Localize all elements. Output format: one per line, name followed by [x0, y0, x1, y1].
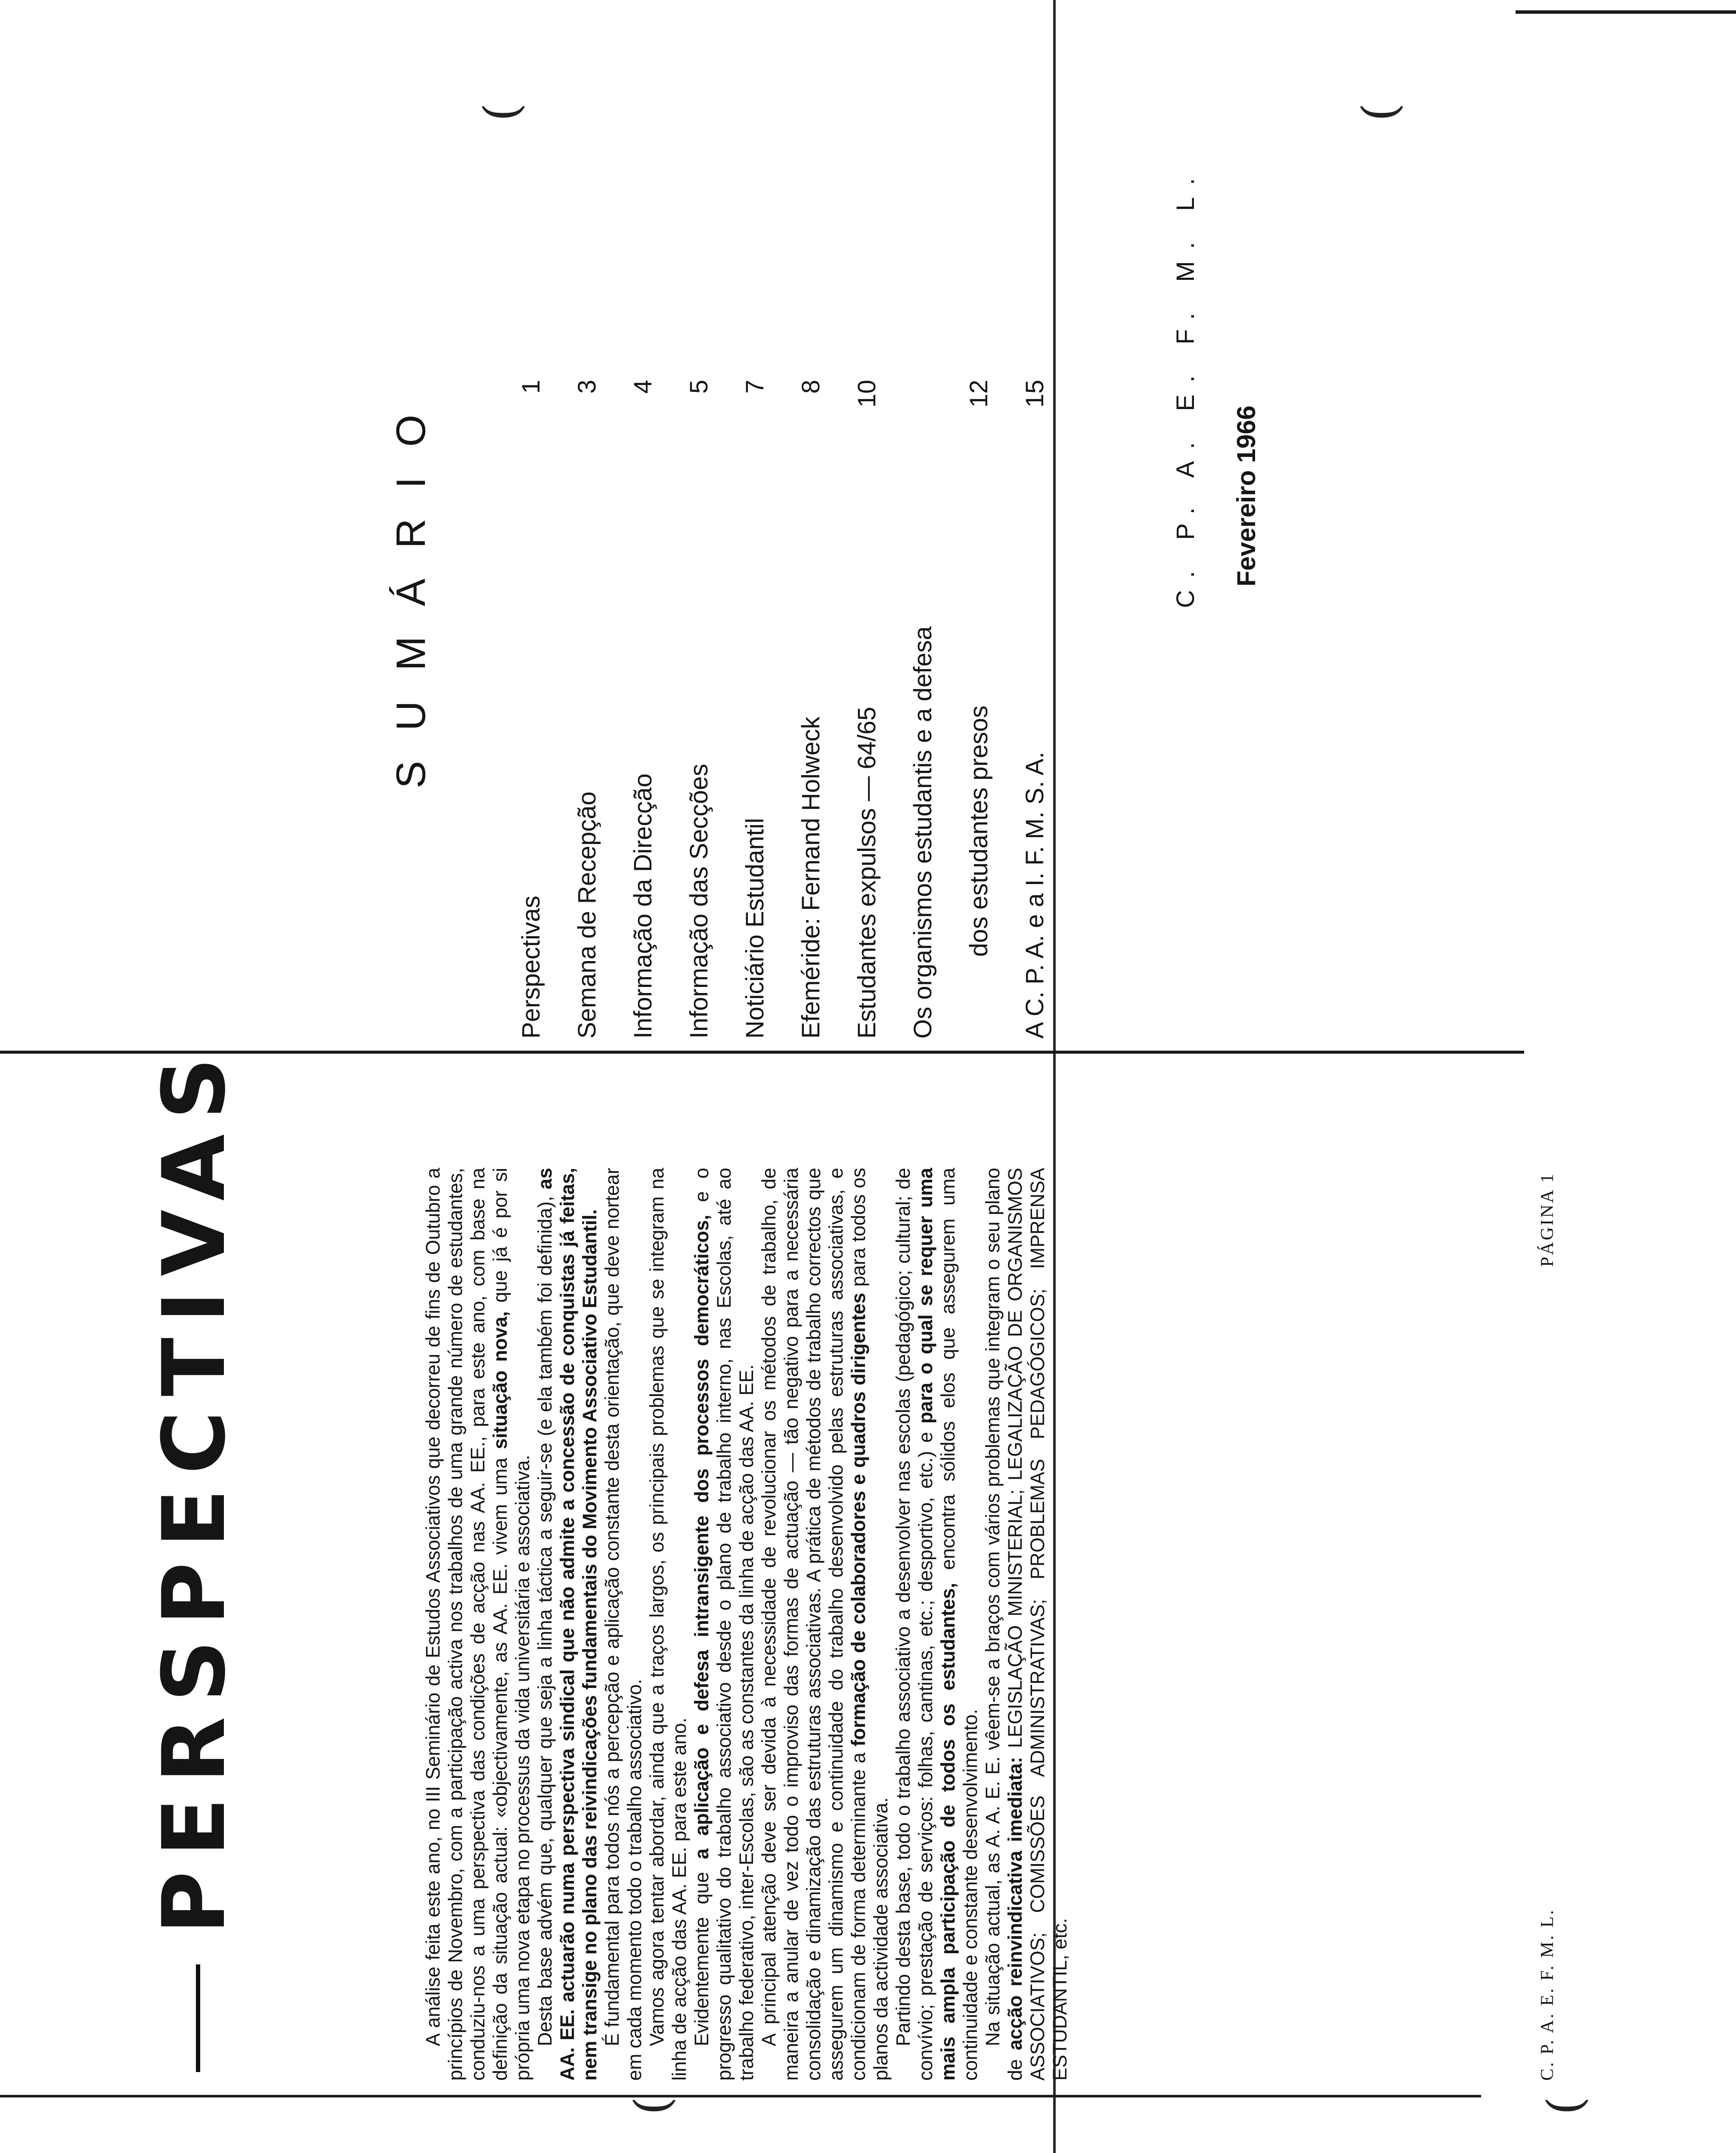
toc-item-page: 10	[853, 380, 881, 408]
toc-item[interactable]	[685, 380, 741, 1039]
text-run: A análise feita este ano, no III Seminário de Estudos Associativos que decorreu de fins de Outubro a princípios de Novembro, com a participação activa nos trabalhos de uma grande número de estudantes, conduziu-nos a uma perspectiva das condições de acção nas AA. EE., para este ano, com base na definição da situação actual: «objectivamente, as AA. EE. vivem uma	[422, 1168, 511, 2081]
toc-item[interactable]	[573, 380, 629, 1039]
toc-item-label: Efeméride: Fernand Holweck	[797, 717, 825, 1039]
toc-item[interactable]	[741, 380, 797, 1039]
binding-mark: (	[624, 2097, 679, 2115]
toc-item-label: Informação da Direcção	[629, 773, 657, 1039]
text-run: Evidentemente que	[691, 1872, 713, 2046]
binding-mark: (	[474, 103, 529, 121]
paragraph	[601, 1168, 646, 2081]
paragraph	[422, 1168, 534, 2081]
text-run: A principal atenção deve ser devida à necessidade de revolucionar os métodos de trabalho, de maneira a anular de vez todo o improviso das formas de actuação — tão negativo para a necessária consolidação e dinamização das estruturas associativas. A prática de métodos de trabalho correctos que assegurem um dinamismo e continuidade do trabalho desenvolvido pelas estruturas associativas, e condicionam de forma determinante a	[758, 1168, 869, 2081]
paragraph	[534, 1168, 601, 2081]
toc-item-continuation[interactable]	[964, 380, 1020, 1039]
article-body	[422, 1168, 1071, 2081]
toc-item[interactable]	[1020, 380, 1076, 1039]
text-run: encontra sólidos elos que assegurem uma continuidade e constante desenvolvimento.	[937, 1168, 981, 2081]
binding-mark: (	[1352, 103, 1407, 121]
footer-organization: C. P. A. E. F. M. L.	[1538, 1908, 1557, 2081]
toc-item-page: 4	[629, 380, 657, 394]
toc-item-label: Informação das Secções	[685, 763, 713, 1039]
publication-date: Fevereiro 1966	[1232, 405, 1261, 586]
toc-item-page: 3	[573, 380, 601, 394]
toc-item-label: Perspectivas	[517, 895, 545, 1039]
toc-item[interactable]	[797, 380, 852, 1039]
toc-item-page: 1	[517, 380, 545, 394]
sumario-page	[388, 103, 1550, 1039]
bold-run: formação de colaboradores e quadros dirigentes	[847, 1293, 869, 1747]
text-run: Vamos agora tentar abordar, ainda que a traços largos, os principais problemas que se integram na linha de acção das AA. EE. para este ano.	[646, 1168, 690, 2081]
toc-item-page: 7	[741, 380, 769, 394]
text-run: Partindo desta base, todo o trabalho associativo a desenvolver nas escolas (pedagógico; cultural; de convívio; prestação de serviços: folhas, cantinas, etc.; desportivo, etc.) e	[892, 1168, 936, 2081]
page-number: PÁGINA 1	[1538, 1172, 1557, 1267]
toc-item-label: Noticiário Estudantil	[741, 818, 769, 1039]
paragraph	[691, 1168, 758, 2081]
paragraph	[892, 1168, 982, 2081]
text-run: Na situação actual, as A. A. E. E. vêem-se a braços com vários problemas que integram o seu plano de	[982, 1168, 1026, 2081]
text-run: Desta base advém que, qualquer que seja a linha táctica a seguir-se (e ela também foi definida),	[534, 1196, 556, 2046]
bold-run: acção reinvindicativa imediata:	[1004, 1757, 1026, 2051]
toc-item-label: Estudantes expulsos — 64/65	[853, 707, 881, 1039]
toc-item-label: dos estudantes presos	[965, 705, 993, 957]
page-title: PERSPECTIVAS	[144, 1042, 245, 1934]
text-run: e o progresso qualitativo do trabalho associativo desde o plano de trabalho interno, nas Escolas, até ao trabalho federativo, inter-Escolas, são as constantes da linha de acção das AA. EE.	[691, 1168, 757, 2081]
toc-item-page: 5	[685, 380, 713, 394]
toc-item-label: A C. P. A. e a I. F. M. S. A.	[1021, 751, 1049, 1039]
toc-item-page: 12	[965, 380, 993, 408]
table-of-contents	[517, 380, 1076, 1039]
toc-item-page: 15	[1021, 380, 1049, 408]
text-run: É fundamental para todos nós a percepção e aplicação constante desta orientação, que deve nortear em cada momento todo o trabalho associativo.	[601, 1168, 645, 2081]
text-run: para todos os planos da actividade associativa.	[847, 1168, 892, 2081]
text-run: LEGISLAÇÃO MINISTERIAL; LEGALIZAÇÃO DE ORGANISMOS ASSOCIATIVOS; COMISSÕES ADMINISTRATIVAS; PROBLEMAS PEDAGÓGICOS; IMPRENSA ESTUDANTIL, etc.	[1004, 1168, 1071, 2081]
paragraph	[646, 1168, 691, 2081]
paragraph	[982, 1168, 1071, 2081]
bold-run: situação nova,	[489, 1311, 511, 1449]
toc-item-label: Semana de Recepção	[573, 791, 601, 1039]
toc-item[interactable]	[852, 380, 908, 1039]
toc-item-label: Os organismos estudantis e a defesa	[909, 626, 937, 1039]
paragraph	[758, 1168, 892, 2081]
bold-run: a aplicação e defesa intransigente dos processos democráticos,	[691, 1215, 713, 1859]
toc-item[interactable]	[517, 380, 573, 1039]
toc-item[interactable]	[629, 380, 685, 1039]
binding-mark: (	[1537, 2097, 1592, 2115]
organization-name: C. P. A. E. F. M. L.	[1172, 166, 1200, 608]
perspectivas-page	[121, 1042, 1714, 2153]
bold-run: as AA. EE. actuarão numa perspectiva sindical que não admite a concessão de conquistas já feitas, nem transige no plano das reivindicações fundamentais do Movimento Associativo Estudantil.	[534, 1168, 601, 2081]
sumario-title: SUMÁRIO	[388, 384, 434, 789]
text-run: que já é por si própria uma nova etapa no processus da vida universitária e associativa.	[489, 1168, 533, 2081]
toc-item[interactable]	[908, 393, 964, 1039]
title-rule	[196, 1964, 200, 2072]
toc-item-page: 8	[797, 380, 825, 394]
bold-run: para o qual se requer uma mais ampla participação de todos os estudantes,	[914, 1168, 959, 2081]
